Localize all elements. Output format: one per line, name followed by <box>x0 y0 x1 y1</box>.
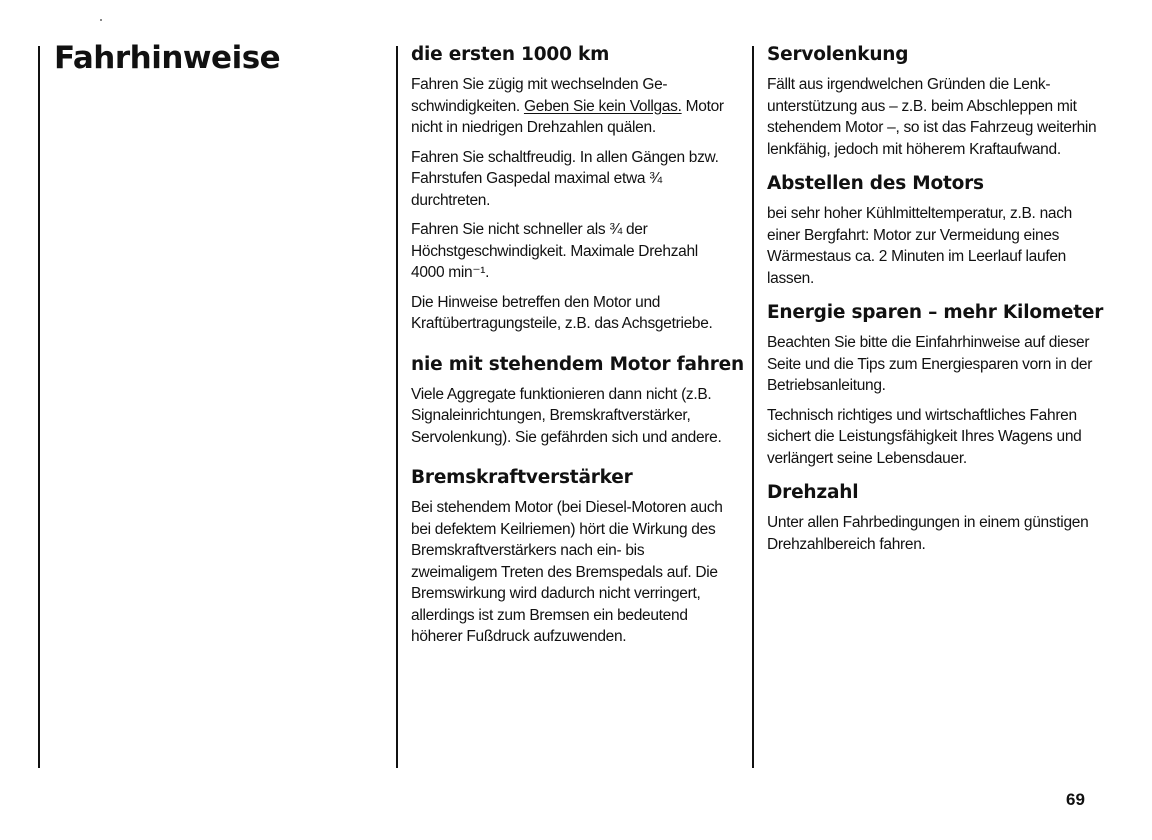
paragraph-brake-booster: Bei stehendem Motor (bei Diesel-Motoren auch bei defektem Keilriemen) hört die Wirkung des Bremskraftverstärkers nach ein- bis zweimaligem Treten des Bremspedals auf. Die Bremswirkung wird dadurch nicht verringert, allerdings ist zum Bremsen ein bedeutend höherer Fußdruck aufzuwenden. <box>411 499 723 645</box>
underlined-warning: Geben Sie kein Vollgas. <box>523 97 682 115</box>
right-column <box>767 43 1104 563</box>
paragraph-driving-speed <box>411 74 729 139</box>
middle-column <box>411 43 744 656</box>
paragraph-economical-driving: Technisch richtiges und wirtschaftliches Fahren sichert die Leistungsfähigkeit Ihres Wagens und verlängert seine Lebensdauer. <box>767 406 1082 467</box>
page-title: Fahrhinweise <box>54 40 281 76</box>
paragraph-scope: Die Hinweise betreffen den Motor und Kraftübertragungsteile, z.B. das Achsgetriebe. <box>411 293 713 332</box>
heading-engine-shutdown: Abstellen des Motors <box>767 173 984 194</box>
paragraph-energy-tips: Beachten Sie bitte die Einfahrhinweise auf dieser Seite und die Tips zum Energiesparen vorn in der Betriebsanleitung. <box>767 334 1093 394</box>
heading-power-steering: Servolenkung <box>767 44 909 65</box>
column-rule-right <box>752 46 754 768</box>
heading-engine-speed: Drehzahl <box>767 482 859 503</box>
text-segment: Fahren Sie zügig mit wechselnden Geschwindigkeiten. <box>411 76 668 115</box>
column-rule-left <box>38 46 40 768</box>
heading-energy-saving: Energie sparen – mehr Kilometer <box>767 302 1104 323</box>
column-rule-middle <box>396 46 398 768</box>
heading-first-1000-km: die ersten 1000 km <box>411 44 610 65</box>
page-number: 69 <box>1066 790 1085 809</box>
text-segment: Motor nicht in niedrigen Drehzahlen quälen. <box>411 97 724 136</box>
heading-never-drive-engine-off: nie mit stehendem Motor fahren <box>411 353 744 375</box>
speck-mark <box>100 19 102 21</box>
paragraph-power-steering: Fällt aus irgendwelchen Gründen die Lenkunterstützung aus – z.B. beim Abschleppen mit stehendem Motor –, so ist das Fahrzeug weiterhin lenkfähig, jedoch mit höherem Kraftaufwand. <box>767 76 1097 158</box>
paragraph-shifting: Fahren Sie schaltfreudig. In allen Gängen bzw. Fahrstufen Gaspedal maximal etwa ¾ durchtreten. <box>411 148 719 209</box>
paragraph-max-speed: Fahren Sie nicht schneller als ¾ der Höchstgeschwindigkeit. Maximale Drehzahl 4000 min⁻¹. <box>411 221 698 281</box>
paragraph-engine-speed: Unter allen Fahrbedingungen in einem günstigen Drehzahlbereich fahren. <box>767 514 1089 553</box>
heading-brake-booster: Bremskraftverstärker <box>411 467 633 488</box>
paragraph-aggregates: Viele Aggregate funktionieren dann nicht (z.B. Signaleinrichtungen, Bremskraftverstärker, Servolenkung). Sie gefährden sich und andere. <box>411 385 722 446</box>
paragraph-engine-shutdown: bei sehr hoher Kühlmitteltemperatur, z.B. nach einer Bergfahrt: Motor zur Vermeidung eines Wärmestaus ca. 2 Minuten im Leerlauf laufen lassen. <box>767 205 1072 287</box>
